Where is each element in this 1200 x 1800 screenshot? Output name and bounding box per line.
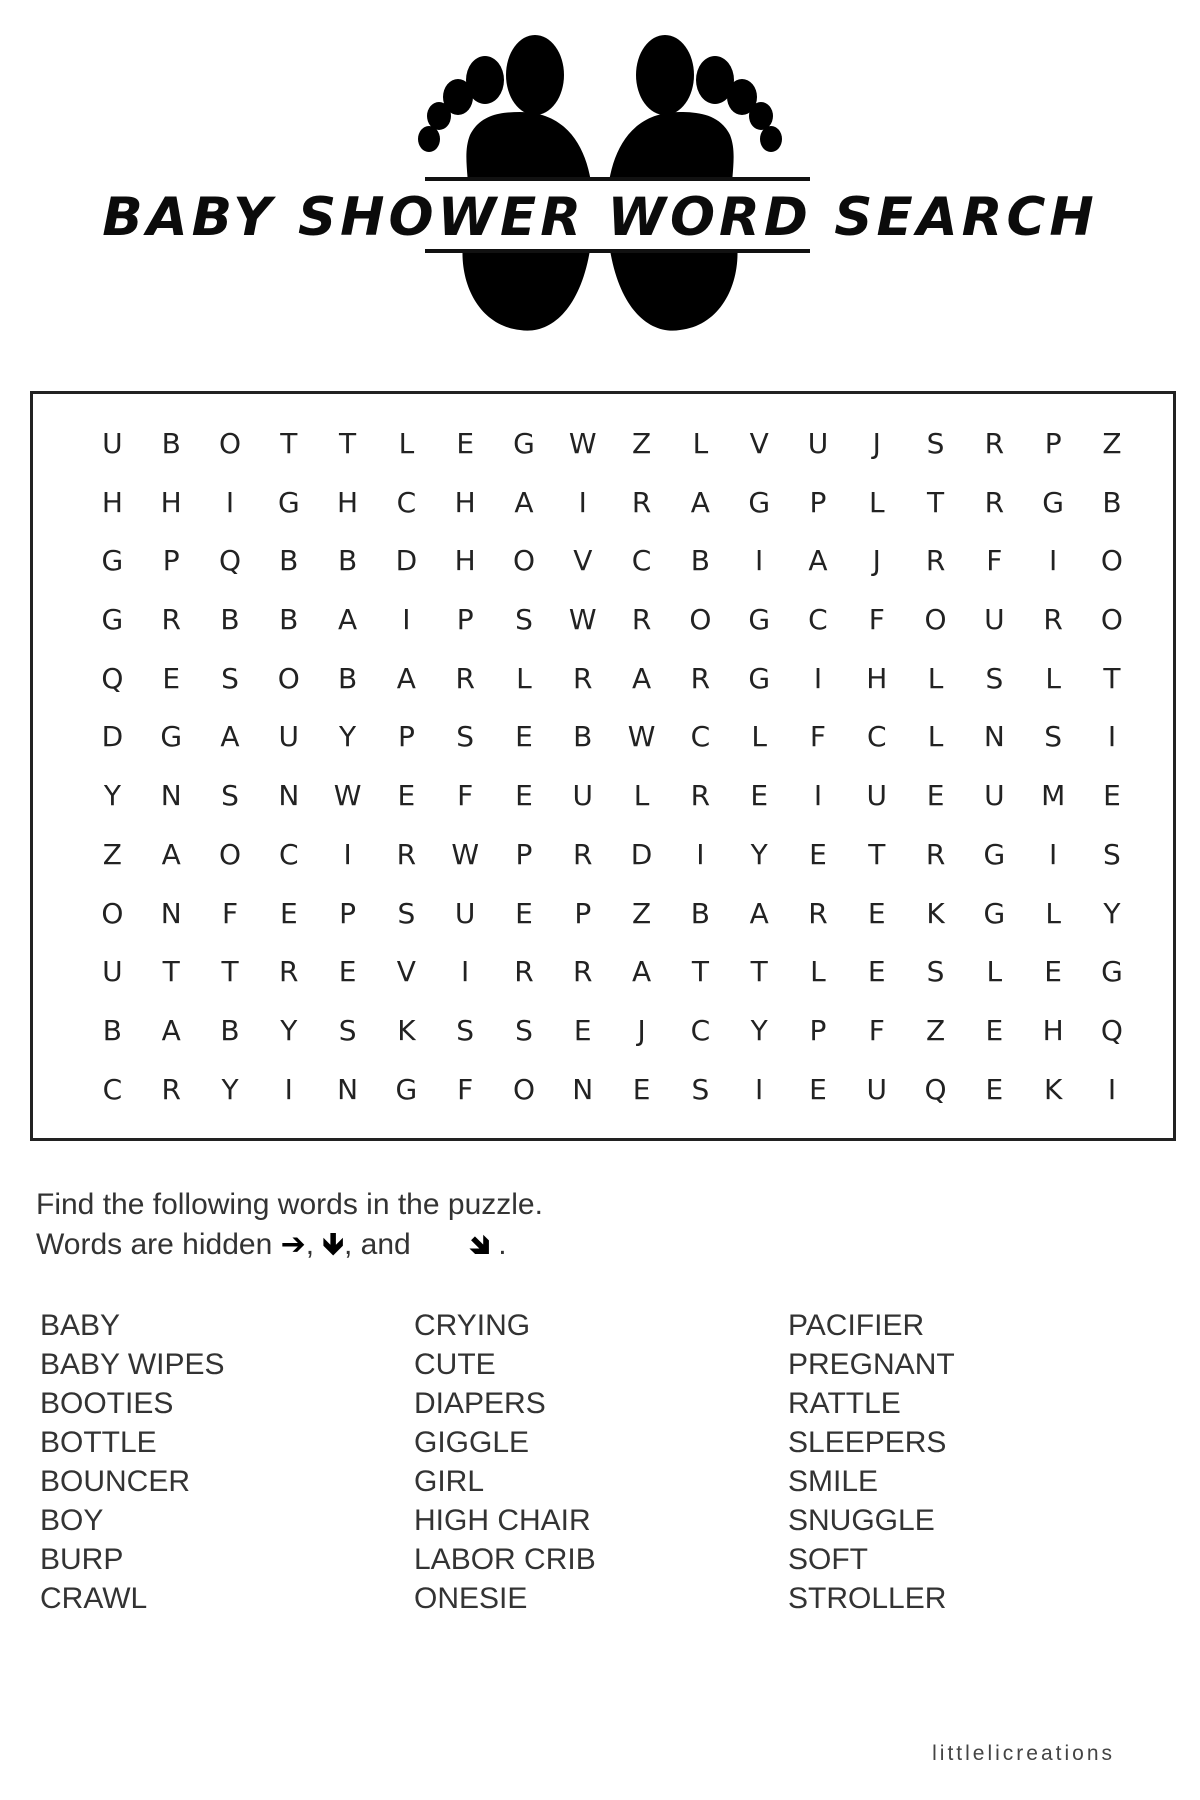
grid-letter: T bbox=[691, 955, 709, 989]
grid-letter: E bbox=[515, 779, 533, 813]
grid-letter: Q bbox=[924, 1072, 947, 1106]
grid-letter: T bbox=[868, 837, 886, 871]
page-title: BABY SHOWER WORD SEARCH bbox=[102, 187, 1098, 248]
grid-letter: A bbox=[396, 661, 416, 695]
grid-letter: S bbox=[515, 603, 533, 637]
grid-letter: T bbox=[221, 955, 239, 989]
grid-letter: H bbox=[454, 485, 476, 519]
grid-letter: F bbox=[457, 779, 474, 813]
grid-letter: S bbox=[221, 661, 239, 695]
word-item: BABY bbox=[40, 1309, 121, 1342]
word-item: CRYING bbox=[414, 1309, 531, 1342]
grid-letter: P bbox=[397, 720, 415, 754]
grid-letter: Q bbox=[1100, 1013, 1123, 1047]
grid-letter: A bbox=[161, 1013, 181, 1047]
grid-letter: H bbox=[1042, 1013, 1064, 1047]
grid-letter: E bbox=[926, 779, 945, 813]
grid-letter: P bbox=[574, 896, 592, 930]
grid-letter: N bbox=[278, 779, 300, 813]
grid-letter: S bbox=[456, 720, 475, 754]
grid-letter: U bbox=[807, 427, 829, 460]
word-item: ONESIE bbox=[414, 1582, 528, 1615]
grid-letter: L bbox=[927, 720, 944, 754]
grid-letter: W bbox=[451, 837, 480, 871]
grid-letter: S bbox=[1103, 837, 1121, 871]
grid-letter: U bbox=[278, 720, 300, 754]
grid-letter: Y bbox=[221, 1072, 239, 1106]
grid-letter: F bbox=[986, 544, 1003, 578]
grid-letter: W bbox=[333, 779, 362, 813]
grid-letter: I bbox=[1107, 720, 1117, 754]
word-item: PACIFIER bbox=[788, 1309, 925, 1342]
grid-letter: I bbox=[813, 779, 823, 813]
grid-letter: R bbox=[573, 955, 593, 989]
grid-letter: B bbox=[337, 661, 358, 695]
grid-letter: O bbox=[512, 1072, 535, 1106]
word-column bbox=[40, 1306, 414, 1618]
grid-letter: B bbox=[220, 603, 240, 637]
instructions-line-2 bbox=[36, 1225, 543, 1265]
grid-letter: L bbox=[633, 779, 650, 813]
grid-letter: I bbox=[1107, 1072, 1117, 1106]
grid-letter: E bbox=[750, 779, 769, 813]
grid-letter: G bbox=[101, 603, 124, 637]
grid-letter: K bbox=[926, 896, 945, 930]
word-item: CUTE bbox=[414, 1348, 496, 1381]
grid-letter: B bbox=[220, 1013, 240, 1047]
grid-letter: C bbox=[866, 720, 887, 754]
grid-letter: L bbox=[751, 720, 767, 754]
grid-letter: V bbox=[749, 427, 769, 460]
grid-letter: R bbox=[279, 955, 299, 989]
grid-letter: R bbox=[631, 485, 652, 519]
grid-letter: G bbox=[101, 544, 124, 578]
grid-letter: O bbox=[277, 661, 300, 695]
grid-letter: S bbox=[985, 661, 1004, 695]
credit-text: littlelicreations bbox=[932, 1742, 1115, 1765]
grid-letter: I bbox=[461, 955, 470, 989]
grid-letter: I bbox=[343, 837, 352, 871]
grid-letter: C bbox=[690, 720, 711, 754]
grid-letter: R bbox=[573, 661, 593, 695]
grid-letter: W bbox=[568, 427, 597, 460]
grid-letter: N bbox=[160, 779, 182, 813]
grid-letter: Y bbox=[280, 1013, 298, 1047]
grid-letter: C bbox=[102, 1072, 123, 1106]
grid-letter: T bbox=[280, 427, 298, 460]
word-item: BOUNCER bbox=[40, 1465, 191, 1498]
grid-letter: H bbox=[160, 485, 182, 519]
grid-letter: G bbox=[277, 485, 300, 519]
grid-letter: T bbox=[750, 955, 768, 989]
grid-letter: A bbox=[338, 603, 358, 637]
grid-letter: Q bbox=[101, 661, 124, 695]
grid-letter: R bbox=[690, 779, 711, 813]
grid-letter: B bbox=[161, 427, 181, 460]
word-item: SMILE bbox=[788, 1465, 879, 1498]
grid-letter: O bbox=[512, 544, 535, 578]
grid-letter: Z bbox=[102, 837, 122, 871]
grid-letter: R bbox=[161, 1072, 181, 1106]
grid-letter: N bbox=[983, 720, 1005, 754]
grid-letter: J bbox=[637, 1013, 646, 1047]
grid-letter: Z bbox=[631, 427, 652, 460]
grid-letter: S bbox=[1044, 720, 1063, 754]
grid-letter: B bbox=[279, 603, 299, 637]
grid-letter: N bbox=[337, 1072, 359, 1106]
word-item: GIGGLE bbox=[414, 1426, 530, 1459]
word-column bbox=[788, 1306, 1162, 1618]
grid-letter: R bbox=[1043, 603, 1063, 637]
word-column bbox=[414, 1306, 788, 1618]
grid-letter: E bbox=[809, 1072, 827, 1106]
grid-letter: P bbox=[809, 1013, 827, 1047]
word-item: HIGH CHAIR bbox=[414, 1504, 591, 1537]
grid-letter: R bbox=[455, 661, 475, 695]
word-item: DIAPERS bbox=[414, 1387, 546, 1420]
grid-letter: E bbox=[338, 955, 357, 989]
grid-letter: P bbox=[162, 544, 180, 578]
grid-letter: U bbox=[984, 779, 1005, 813]
instructions bbox=[36, 1185, 543, 1265]
grid-letter: S bbox=[926, 955, 945, 989]
grid-letter: P bbox=[456, 603, 474, 637]
grid-letter: T bbox=[339, 427, 357, 460]
grid-letter: G bbox=[395, 1072, 418, 1106]
grid-letter: I bbox=[755, 1072, 764, 1106]
grid-letter: Z bbox=[1102, 427, 1122, 460]
grid-letter: G bbox=[983, 837, 1006, 871]
grid-letter: B bbox=[1102, 485, 1122, 519]
grid-letter: B bbox=[573, 720, 593, 754]
grid-letter: S bbox=[691, 1072, 710, 1106]
grid-letter: P bbox=[809, 485, 827, 519]
grid-letter: C bbox=[808, 603, 828, 637]
grid-letter: R bbox=[984, 427, 1005, 460]
grid-letter: O bbox=[1100, 603, 1123, 637]
grid-letter: L bbox=[986, 955, 1003, 989]
grid-letter: F bbox=[457, 1072, 474, 1106]
grid-letter: P bbox=[339, 896, 357, 930]
grid-letter: L bbox=[1045, 896, 1061, 930]
grid-letter: G bbox=[748, 485, 771, 519]
grid-letter: P bbox=[515, 837, 533, 871]
grid-letter: O bbox=[218, 427, 242, 460]
grid-letter: T bbox=[162, 955, 180, 989]
grid-letter: J bbox=[872, 427, 881, 460]
grid-letter: E bbox=[632, 1072, 651, 1106]
word-item: LABOR CRIB bbox=[414, 1543, 596, 1576]
grid-letter: V bbox=[396, 955, 416, 989]
grid-letter: I bbox=[578, 485, 587, 519]
grid-letter: L bbox=[398, 427, 415, 460]
grid-letter: Y bbox=[750, 1013, 768, 1047]
grid-letter: A bbox=[631, 661, 652, 695]
grid-letter: I bbox=[402, 603, 411, 637]
grid-letter: N bbox=[160, 896, 182, 930]
grid-letter: L bbox=[927, 661, 944, 695]
word-item: RATTLE bbox=[788, 1387, 901, 1420]
grid-letter: L bbox=[516, 661, 532, 695]
grid-letter: I bbox=[696, 837, 705, 871]
grid-letter: O bbox=[924, 603, 947, 637]
period: . bbox=[498, 1228, 507, 1261]
grid-letter: E bbox=[279, 896, 298, 930]
word-item: BOTTLE bbox=[40, 1426, 157, 1459]
word-item: SOFT bbox=[788, 1543, 868, 1576]
word-item: SLEEPERS bbox=[788, 1426, 947, 1459]
grid-letter: G bbox=[983, 896, 1006, 930]
word-item: SNUGGLE bbox=[788, 1504, 935, 1537]
grid-letter: Z bbox=[631, 896, 652, 930]
grid-letter: E bbox=[985, 1013, 1004, 1047]
grid-letter: B bbox=[690, 896, 710, 930]
grid-letter: E bbox=[867, 896, 886, 930]
word-item: CRAWL bbox=[40, 1582, 148, 1615]
word-list bbox=[40, 1306, 1140, 1618]
grid-letter: R bbox=[161, 603, 181, 637]
grid-letter: C bbox=[279, 837, 299, 871]
header bbox=[0, 0, 1200, 360]
grid-letter: L bbox=[1045, 661, 1061, 695]
grid-letter: S bbox=[221, 779, 239, 813]
grid-letter: C bbox=[631, 544, 652, 578]
grid-letter: H bbox=[337, 485, 359, 519]
grid-letter: J bbox=[872, 544, 881, 578]
grid-letter: I bbox=[225, 485, 235, 519]
arrow-diagonal-icon: 🡾 bbox=[469, 1228, 490, 1261]
grid-letter: G bbox=[1042, 485, 1064, 519]
grid-letter: W bbox=[627, 720, 656, 754]
grid-letter: E bbox=[867, 955, 886, 989]
grid-letter: R bbox=[514, 955, 534, 989]
grid-letter: H bbox=[454, 544, 476, 578]
grid-letter: S bbox=[456, 1013, 475, 1047]
grid-letter: W bbox=[568, 603, 597, 637]
grid-letter: S bbox=[338, 1013, 357, 1047]
grid-letter: I bbox=[284, 1072, 293, 1106]
grid-letter: C bbox=[396, 485, 417, 519]
grid-letter: O bbox=[1100, 544, 1123, 578]
grid-letter: B bbox=[690, 544, 710, 578]
grid-letter: G bbox=[748, 603, 771, 637]
grid-letter: I bbox=[813, 661, 823, 695]
grid-letter: S bbox=[397, 896, 416, 930]
grid-letter: B bbox=[279, 544, 299, 578]
grid-letter: I bbox=[1049, 837, 1058, 871]
grid-letter: Y bbox=[1103, 896, 1121, 930]
grid-letter: R bbox=[984, 485, 1005, 519]
separator: , and bbox=[343, 1228, 411, 1261]
grid-letter: E bbox=[456, 427, 475, 460]
grid-letter: Y bbox=[339, 720, 357, 754]
instructions-prefix: Words are hidden bbox=[36, 1228, 273, 1261]
grid-letter: L bbox=[692, 427, 709, 460]
grid-letter: U bbox=[866, 1072, 887, 1106]
grid-letter: E bbox=[809, 837, 827, 871]
grid-letter: M bbox=[1041, 779, 1066, 813]
grid-letter: G bbox=[160, 720, 183, 754]
grid-letter: O bbox=[218, 837, 242, 871]
arrow-right-icon: ➔ bbox=[280, 1228, 306, 1261]
grid-letter: U bbox=[866, 779, 887, 813]
grid-letter: Y bbox=[750, 837, 768, 871]
grid-letter: R bbox=[396, 837, 417, 871]
grid-letter: F bbox=[868, 603, 885, 637]
grid-letter: L bbox=[810, 955, 826, 989]
grid-letter: H bbox=[866, 661, 888, 695]
grid-letter: U bbox=[102, 427, 123, 460]
word-item: BURP bbox=[40, 1543, 124, 1576]
grid-letter: S bbox=[926, 427, 945, 460]
word-item: STROLLER bbox=[788, 1582, 947, 1615]
grid-letter: D bbox=[101, 720, 124, 754]
grid-letter: F bbox=[868, 1013, 885, 1047]
grid-letter: R bbox=[631, 603, 652, 637]
word-item: GIRL bbox=[414, 1465, 485, 1498]
grid-letter: D bbox=[395, 544, 418, 578]
letter-grid bbox=[83, 415, 1141, 1119]
grid-letter: E bbox=[1103, 779, 1121, 813]
grid-letter: C bbox=[690, 1013, 711, 1047]
grid-letter: E bbox=[397, 779, 416, 813]
grid-letter: T bbox=[927, 485, 945, 519]
grid-letter: E bbox=[1044, 955, 1062, 989]
grid-letter: R bbox=[925, 544, 946, 578]
grid-letter: E bbox=[162, 661, 181, 695]
grid-letter: T bbox=[1103, 661, 1121, 695]
grid-letter: V bbox=[573, 544, 593, 578]
grid-letter: A bbox=[808, 544, 828, 578]
grid-letter: P bbox=[1044, 427, 1062, 460]
grid-letter: A bbox=[220, 720, 240, 754]
grid-letter: U bbox=[102, 955, 123, 989]
grid-letter: G bbox=[748, 661, 771, 695]
arrow-down-icon: 🡻 bbox=[322, 1228, 344, 1261]
grid-letter: I bbox=[1049, 544, 1058, 578]
grid-letter: E bbox=[515, 720, 533, 754]
grid-letter: D bbox=[630, 837, 653, 871]
grid-letter: N bbox=[572, 1072, 594, 1106]
grid-letter: F bbox=[809, 720, 827, 754]
word-item: BOY bbox=[40, 1504, 104, 1537]
grid-letter: U bbox=[984, 603, 1005, 637]
grid-letter: L bbox=[868, 485, 885, 519]
separator: , bbox=[305, 1228, 315, 1261]
grid-letter: A bbox=[514, 485, 534, 519]
grid-letter: K bbox=[397, 1013, 416, 1047]
grid-letter: I bbox=[755, 544, 764, 578]
grid-letter: O bbox=[101, 896, 124, 930]
grid-letter: A bbox=[161, 837, 181, 871]
grid-letter: R bbox=[573, 837, 593, 871]
grid-letter: G bbox=[1101, 955, 1123, 989]
grid-letter: H bbox=[101, 485, 123, 519]
grid-letter: G bbox=[513, 427, 535, 460]
grid-letter: O bbox=[689, 603, 712, 637]
grid-letter: E bbox=[985, 1072, 1004, 1106]
grid-letter: U bbox=[454, 896, 476, 930]
grid-letter: S bbox=[515, 1013, 533, 1047]
grid-letter: Q bbox=[218, 544, 242, 578]
grid-letter: B bbox=[102, 1013, 122, 1047]
word-item: BABY WIPES bbox=[40, 1348, 225, 1381]
grid-letter: U bbox=[572, 779, 594, 813]
grid-letter: Y bbox=[103, 779, 121, 813]
grid-letter: R bbox=[690, 661, 711, 695]
grid-letter: A bbox=[631, 955, 652, 989]
grid-letter: B bbox=[337, 544, 358, 578]
grid-letter: A bbox=[749, 896, 769, 930]
grid-letter: E bbox=[573, 1013, 592, 1047]
instructions-line-1: Find the following words in the puzzle. bbox=[36, 1188, 543, 1221]
grid-letter: E bbox=[515, 896, 533, 930]
grid-letter: F bbox=[221, 896, 239, 930]
grid-letter: A bbox=[690, 485, 710, 519]
grid-letter: K bbox=[1043, 1072, 1063, 1106]
word-item: PREGNANT bbox=[788, 1348, 955, 1381]
word-item: BOOTIES bbox=[40, 1387, 174, 1420]
grid-letter: Z bbox=[925, 1013, 946, 1047]
grid-letter: R bbox=[808, 896, 828, 930]
grid-letter: R bbox=[925, 837, 946, 871]
